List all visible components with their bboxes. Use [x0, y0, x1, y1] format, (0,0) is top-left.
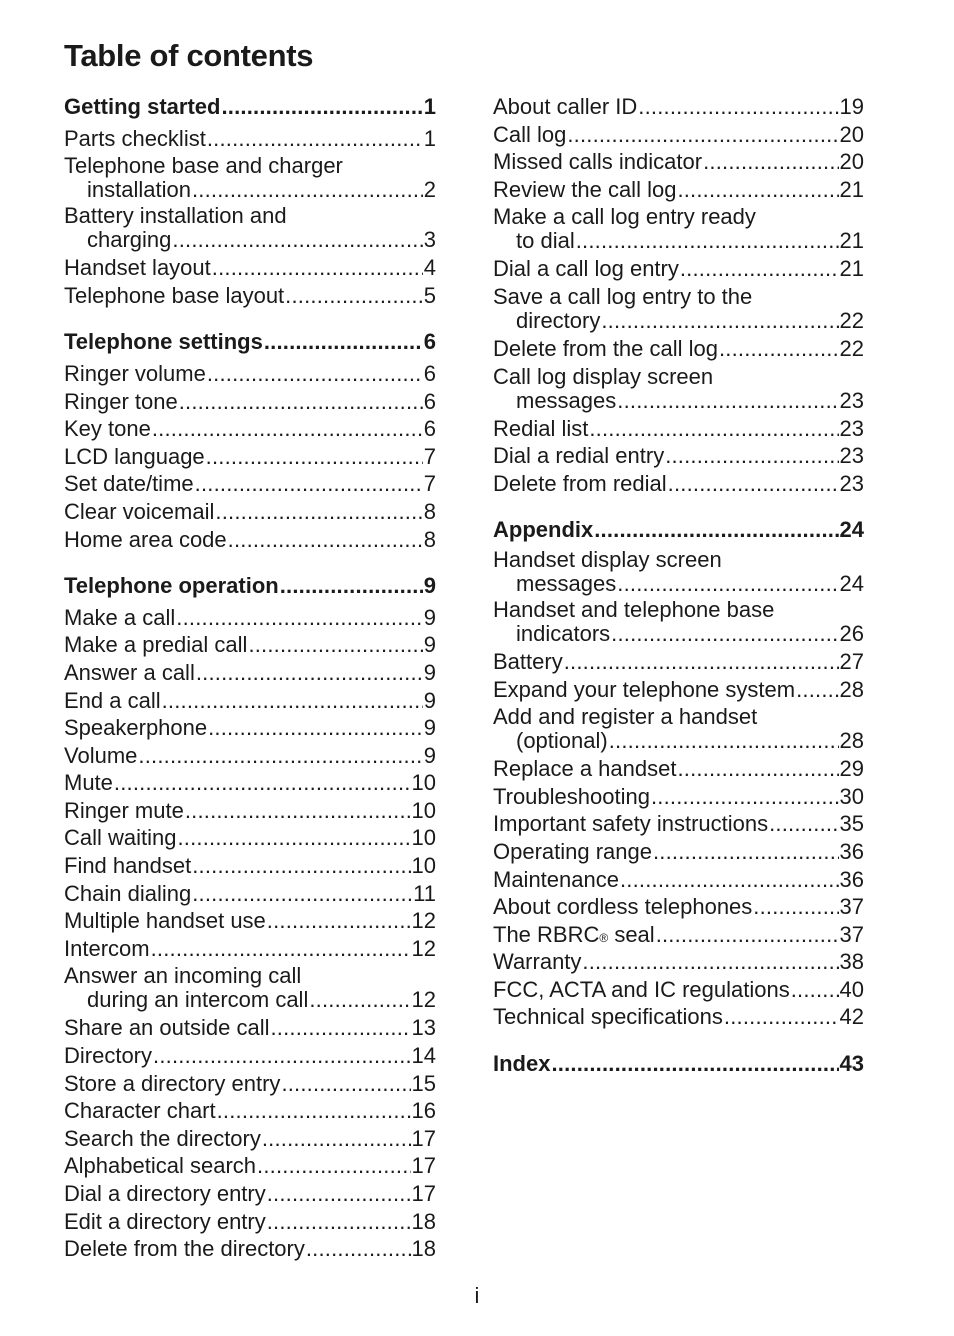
toc-page-number: 23	[839, 415, 864, 441]
toc-item-warranty[interactable]	[493, 948, 864, 976]
dot-leader	[270, 1014, 410, 1042]
toc-page-number: 9	[423, 632, 436, 658]
dot-leader	[611, 622, 838, 646]
dot-leader	[196, 659, 423, 687]
toc-entry-title: installation	[87, 177, 191, 203]
toc-entry-title: LCD language	[64, 443, 205, 469]
dot-leader	[753, 893, 838, 921]
dot-leader	[309, 988, 410, 1012]
toc-item-redial-list[interactable]	[493, 415, 864, 443]
toc-entry-title: Troubleshooting	[493, 783, 650, 809]
toc-page-number: 19	[839, 94, 864, 119]
toc-page-number: 6	[423, 360, 436, 386]
toc-page-number: 22	[839, 335, 864, 361]
toc-page-number: 1	[423, 125, 436, 151]
toc-entry-title: Technical specifications	[493, 1004, 723, 1030]
toc-left-column	[64, 93, 436, 1263]
toc-item-operating-range[interactable]	[493, 838, 864, 866]
toc-entry-title: The RBRC	[493, 921, 600, 947]
toc-item-handset-and-telephone-base[interactable]	[493, 598, 864, 646]
toc-item-make-a-call[interactable]	[64, 604, 436, 632]
toc-page-number: 6	[423, 329, 436, 355]
toc-page-number: 16	[411, 1098, 436, 1124]
dot-leader	[285, 282, 423, 310]
toc-entry-title: Important safety instructions	[493, 811, 769, 837]
dot-leader	[267, 907, 411, 935]
toc-entry-title: Warranty	[493, 949, 582, 975]
toc-entry-title: Parts checklist	[64, 125, 206, 151]
toc-entry-title: Dial a redial entry	[493, 443, 665, 469]
dot-leader	[638, 93, 838, 121]
toc-item-important-safety-instructions[interactable]	[493, 810, 864, 838]
toc-page-number: 1	[423, 94, 436, 119]
dot-leader	[264, 328, 423, 356]
toc-entry-title: Directory	[64, 1043, 153, 1069]
toc-entry-title: Store a directory entry	[64, 1070, 281, 1096]
toc-entry-title: messages	[516, 570, 617, 596]
toc-item-dial-a-redial-entry[interactable]	[493, 442, 864, 470]
toc-page-number: 9	[423, 604, 436, 630]
dot-leader	[724, 1003, 839, 1031]
dot-leader	[551, 1050, 838, 1078]
dot-leader	[769, 810, 838, 838]
dot-leader	[152, 415, 423, 443]
dot-leader	[114, 769, 411, 797]
toc-item-clear-voicemail[interactable]	[64, 498, 436, 526]
toc-entry-title: Getting started	[64, 94, 221, 119]
toc-item-delete-from-redial[interactable]	[493, 470, 864, 498]
toc-page-number: 15	[411, 1070, 436, 1096]
toc-entry-title: Set date/time	[64, 471, 194, 497]
page-number: i	[474, 1283, 480, 1308]
toc-page-number: 21	[839, 228, 864, 254]
toc-item-directory[interactable]	[64, 1042, 436, 1070]
dot-leader	[609, 729, 839, 753]
toc-entry-title: Expand your telephone system	[493, 676, 796, 702]
toc-entry-title: (optional)	[516, 728, 608, 754]
toc-page-number: 9	[423, 573, 436, 599]
toc-page-number: 36	[839, 838, 864, 864]
dot-leader	[703, 148, 838, 176]
toc-entry-title: Call waiting	[64, 825, 177, 851]
toc-entry-title: Make a call	[64, 604, 176, 630]
toc-item-battery[interactable]	[493, 648, 864, 676]
dot-leader	[651, 783, 839, 811]
toc-entry-title: About cordless telephones	[493, 894, 753, 920]
toc-entry-title-line: Handset and telephone base	[493, 596, 775, 622]
toc-item-search-the-directory[interactable]	[64, 1125, 436, 1153]
toc-item-character-chart[interactable]	[64, 1097, 436, 1125]
toc-page-number: 5	[423, 282, 436, 308]
toc-page-number: 10	[411, 770, 436, 796]
toc-page-number: 20	[839, 149, 864, 175]
dot-leader	[151, 935, 411, 963]
toc-page-number: 12	[411, 987, 436, 1013]
toc-page-number: 13	[411, 1015, 436, 1041]
toc-item-mute[interactable]	[64, 769, 436, 797]
dot-leader	[162, 687, 423, 715]
toc-entry-title: during an intercom call	[87, 987, 309, 1013]
toc-page-number: 6	[423, 388, 436, 414]
toc-entry-title: messages	[516, 387, 617, 413]
toc-page-number: 17	[411, 1125, 436, 1151]
toc-entry-title: Clear voicemail	[64, 498, 215, 524]
toc-page-number: 29	[839, 756, 864, 782]
toc-entry-title-line: Make a call log entry ready	[493, 204, 756, 230]
dot-leader	[138, 742, 422, 770]
toc-entry-title: Delete from the call log	[493, 335, 718, 361]
dot-leader	[567, 121, 838, 149]
toc-page-number: 7	[423, 443, 436, 469]
toc-entry-title: Character chart	[64, 1098, 216, 1124]
toc-item-troubleshooting[interactable]	[493, 783, 864, 811]
toc-entry-title: Telephone settings	[64, 329, 263, 355]
toc-entry-title-line: Save a call log entry to the	[493, 283, 753, 309]
dot-leader	[207, 360, 423, 388]
toc-page-number: 8	[423, 498, 436, 524]
toc-entry-title: Key tone	[64, 416, 151, 442]
toc-entry-title: Call log	[493, 121, 567, 147]
toc-entry-title: Chain dialing	[64, 880, 192, 906]
toc-page-number: 17	[411, 1181, 436, 1206]
dot-leader	[582, 948, 838, 976]
toc-page-number: 27	[839, 648, 864, 674]
toc-item-speakerphone[interactable]	[64, 714, 436, 742]
toc-item-add-and-register-a-handset[interactable]	[493, 705, 864, 753]
toc-page-number: 36	[839, 866, 864, 892]
toc-page-number: 38	[839, 949, 864, 975]
toc-item-the-rbrc[interactable]: The RBRC ® seal ..... 37	[493, 921, 864, 949]
toc-entry-title: directory	[516, 307, 601, 333]
dot-leader	[653, 838, 839, 866]
toc-item-dial-a-call-log-entry[interactable]	[493, 255, 864, 283]
toc-item-battery-installation-and[interactable]	[64, 204, 436, 252]
dot-leader	[267, 1180, 411, 1208]
toc-entry-title-line: Call log display screen	[493, 363, 714, 389]
toc-entry-title: Mute	[64, 770, 113, 796]
toc-entry-title: Appendix	[493, 517, 594, 543]
dot-leader	[267, 1208, 411, 1236]
toc-page-number: 10	[411, 797, 436, 823]
toc-page-number: 12	[411, 908, 436, 934]
toc-page-number: 23	[839, 443, 864, 469]
toc-section-telephone-operation[interactable]	[64, 572, 436, 600]
toc-entry-title-line: Handset display screen	[493, 546, 722, 572]
toc-entry-title: End a call	[64, 687, 161, 713]
dot-leader	[153, 1042, 411, 1070]
toc-item-make-a-call-log-entry-ready[interactable]	[493, 205, 864, 253]
dot-leader	[212, 254, 423, 282]
dot-leader	[719, 335, 839, 363]
toc-entry-title: Dial a directory entry	[64, 1181, 266, 1206]
toc-item-answer-a-call[interactable]	[64, 659, 436, 687]
toc-section-appendix[interactable]	[493, 516, 864, 544]
toc-item-call-log-display-screen[interactable]	[493, 365, 864, 413]
toc-item-fcc-acta-and-ic-regulations[interactable]	[493, 976, 864, 1004]
toc-page-number: 2	[423, 177, 436, 203]
toc-page-number: 24	[839, 517, 864, 543]
toc-page-number: 35	[839, 811, 864, 837]
dot-leader	[172, 228, 422, 252]
toc-item-review-the-call-log[interactable]	[493, 176, 864, 204]
toc-page-number: 6	[423, 416, 436, 442]
dot-leader	[306, 1235, 411, 1263]
toc-item-volume[interactable]	[64, 742, 436, 770]
toc-entry-title: Answer a call	[64, 659, 195, 685]
toc-entry-title: Edit a directory entry	[64, 1208, 266, 1234]
toc-entry-title: Ringer tone	[64, 388, 178, 414]
dot-leader	[262, 1125, 411, 1153]
toc-entry-title-line: Battery installation and	[64, 203, 287, 229]
toc-item-dial-a-directory-entry[interactable]	[64, 1180, 436, 1208]
toc-page-number: 21	[839, 256, 864, 282]
toc-entry-title: Delete from redial	[493, 470, 667, 496]
dot-leader	[179, 388, 423, 416]
toc-item-telephone-base-and-charger[interactable]	[64, 154, 436, 202]
dot-leader	[192, 178, 423, 202]
dot-leader	[221, 93, 422, 121]
dot-leader	[248, 631, 422, 659]
toc-entry-title: Multiple handset use	[64, 908, 266, 934]
toc-page-number: 18	[411, 1236, 436, 1262]
toc-item-missed-calls-indicator[interactable]	[493, 148, 864, 176]
toc-item-maintenance[interactable]	[493, 866, 864, 894]
toc-entry-title: charging	[87, 227, 172, 253]
toc-entry-title: Telephone operation	[64, 573, 279, 599]
toc-item-multiple-handset-use[interactable]	[64, 907, 436, 935]
toc-entry-title: Dial a call log entry	[493, 256, 679, 282]
toc-page-number: 40	[839, 976, 864, 1002]
toc-item-end-a-call[interactable]	[64, 687, 436, 715]
dot-leader	[576, 229, 839, 253]
dot-leader	[594, 516, 838, 544]
toc-section-index[interactable]	[493, 1050, 864, 1078]
toc-page-number: 23	[839, 387, 864, 413]
dot-leader	[791, 976, 839, 1004]
toc-page-number: 12	[411, 935, 436, 961]
toc-item-ringer-volume[interactable]	[64, 360, 436, 388]
toc-page-number: 14	[411, 1043, 436, 1069]
toc-entry-title: Volume	[64, 742, 138, 768]
dot-leader	[601, 309, 838, 333]
toc-section-getting-started[interactable]	[64, 93, 436, 121]
toc-item-alphabetical-search[interactable]	[64, 1152, 436, 1180]
toc-item-set-date-time[interactable]	[64, 470, 436, 498]
toc-item-delete-from-the-call-log[interactable]	[493, 335, 864, 363]
dot-leader	[178, 824, 411, 852]
toc-item-save-a-call-log-entry-to-the[interactable]	[493, 285, 864, 333]
dot-leader	[617, 572, 838, 596]
toc-page-number: 9	[423, 742, 436, 768]
toc-entry-title-line: Answer an incoming call	[64, 963, 302, 989]
dot-leader	[195, 470, 423, 498]
toc-item-call-waiting[interactable]	[64, 824, 436, 852]
toc-page-number: 4	[423, 255, 436, 281]
toc-entry-title: Battery	[493, 648, 563, 674]
dot-leader	[677, 176, 838, 204]
toc-page-number: 28	[839, 728, 864, 754]
toc-entry-title: Make a predial call	[64, 632, 248, 658]
toc-entry-title: Delete from the directory	[64, 1236, 305, 1262]
toc-entry-title: Search the directory	[64, 1125, 261, 1151]
toc-entry-title: Redial list	[493, 415, 589, 441]
toc-item-store-a-directory-entry[interactable]	[64, 1070, 436, 1098]
toc-item-make-a-predial-call[interactable]	[64, 631, 436, 659]
toc-page-number: 22	[839, 307, 864, 333]
toc-item-expand-your-telephone-system[interactable]	[493, 676, 864, 704]
toc-item-about-cordless-telephones[interactable]	[493, 893, 864, 921]
dot-leader	[228, 526, 423, 554]
dot-leader	[176, 604, 422, 632]
dot-leader	[617, 389, 838, 413]
toc-entry-title: About caller ID	[493, 94, 638, 119]
toc-entry-title: Replace a handset	[493, 756, 677, 782]
toc-item-chain-dialing[interactable]	[64, 880, 436, 908]
dot-leader	[564, 648, 839, 676]
toc-page-number: 21	[839, 176, 864, 202]
dot-leader	[281, 1070, 410, 1098]
page-title: Table of contents	[64, 38, 314, 73]
toc-page-number: 28	[839, 676, 864, 702]
toc-entry-title: Intercom	[64, 935, 150, 961]
toc-item-handset-display-screen[interactable]	[493, 548, 864, 596]
toc-page-number: 3	[423, 227, 436, 253]
toc-entry-title: Handset layout	[64, 255, 211, 281]
toc-page-number: 42	[839, 1004, 864, 1030]
toc-item-telephone-base-layout[interactable]	[64, 282, 436, 310]
dot-leader	[207, 125, 423, 153]
toc-entry-title: Review the call log	[493, 176, 677, 202]
toc-entry-title: to dial	[516, 228, 575, 254]
dot-leader	[185, 797, 411, 825]
toc-item-home-area-code[interactable]	[64, 526, 436, 554]
toc-entry-title: Share an outside call	[64, 1015, 270, 1041]
dot-leader	[280, 572, 423, 600]
toc-page-number: 26	[839, 620, 864, 646]
toc-item-lcd-language[interactable]	[64, 443, 436, 471]
toc-item-delete-from-the-directory[interactable]	[64, 1235, 436, 1263]
toc-item-answer-an-incoming-call[interactable]	[64, 964, 436, 1012]
toc-item-find-handset[interactable]	[64, 852, 436, 880]
toc-entry-title-suffix: seal	[608, 921, 655, 947]
toc-item-share-an-outside-call[interactable]	[64, 1014, 436, 1042]
toc-item-replace-a-handset[interactable]	[493, 755, 864, 783]
dot-leader	[206, 443, 423, 471]
toc-item-parts-checklist[interactable]	[64, 125, 436, 153]
toc-page-number: 10	[411, 825, 436, 851]
toc-entry-title: FCC, ACTA and IC regulations	[493, 976, 790, 1002]
toc-page-number: 23	[839, 470, 864, 496]
toc-entry-title: Operating range	[493, 838, 652, 864]
toc-page-number: 11	[413, 880, 436, 906]
toc-page-number: 37	[839, 921, 864, 947]
toc-page-number: 24	[839, 570, 864, 596]
toc-item-about-caller-id[interactable]	[493, 93, 864, 121]
dot-leader	[668, 470, 839, 498]
dot-leader	[589, 415, 838, 443]
dot-leader	[677, 755, 838, 783]
dot-leader	[620, 866, 839, 894]
toc-item-intercom[interactable]	[64, 935, 436, 963]
toc-item-ringer-mute[interactable]	[64, 797, 436, 825]
toc-page-number: 30	[839, 783, 864, 809]
toc-page-number: 17	[411, 1153, 436, 1179]
toc-entry-title: Alphabetical search	[64, 1153, 257, 1179]
dot-leader	[192, 852, 410, 880]
toc-entry-title: Ringer mute	[64, 797, 184, 823]
dot-leader	[208, 714, 423, 742]
toc-page-number: 9	[423, 687, 436, 713]
toc-page-number: 8	[423, 526, 436, 552]
toc-page-number: 43	[839, 1051, 864, 1077]
toc-entry-title: Ringer volume	[64, 360, 206, 386]
toc-item-handset-layout[interactable]	[64, 254, 436, 282]
toc-entry-title: Maintenance	[493, 866, 619, 892]
toc-page-number: 7	[423, 471, 436, 497]
dot-leader	[257, 1152, 411, 1180]
dot-leader	[656, 921, 839, 949]
toc-item-call-log[interactable]	[493, 121, 864, 149]
toc-entry-title: Find handset	[64, 853, 192, 879]
toc-page-number: 10	[411, 853, 436, 879]
dot-leader	[796, 676, 838, 704]
dot-leader	[215, 498, 422, 526]
toc-item-technical-specifications[interactable]	[493, 1003, 864, 1031]
toc-entry-title: Home area code	[64, 526, 227, 552]
toc-page-number: 20	[839, 121, 864, 147]
toc-entry-title: Missed calls indicator	[493, 149, 703, 175]
toc-item-ringer-tone[interactable]	[64, 388, 436, 416]
toc-entry-title: Speakerphone	[64, 715, 208, 741]
dot-leader	[217, 1097, 411, 1125]
toc-page-number: 9	[423, 659, 436, 685]
toc-item-key-tone[interactable]	[64, 415, 436, 443]
toc-item-edit-a-directory-entry[interactable]	[64, 1208, 436, 1236]
toc-page-number: 37	[839, 894, 864, 920]
toc-right-column	[493, 93, 864, 1082]
dot-leader	[192, 880, 412, 908]
toc-entry-title: Index	[493, 1051, 551, 1077]
toc-entry-title-line: Telephone base and charger	[64, 153, 343, 179]
toc-entry-title-line: Add and register a handset	[493, 704, 758, 730]
dot-leader	[680, 255, 839, 283]
toc-entry-title: indicators	[516, 620, 611, 646]
dot-leader	[665, 442, 838, 470]
toc-section-telephone-settings[interactable]	[64, 328, 436, 356]
toc-page-number: 9	[423, 715, 436, 741]
toc-entry-title: Telephone base layout	[64, 282, 285, 308]
toc-page-number: 18	[411, 1208, 436, 1234]
